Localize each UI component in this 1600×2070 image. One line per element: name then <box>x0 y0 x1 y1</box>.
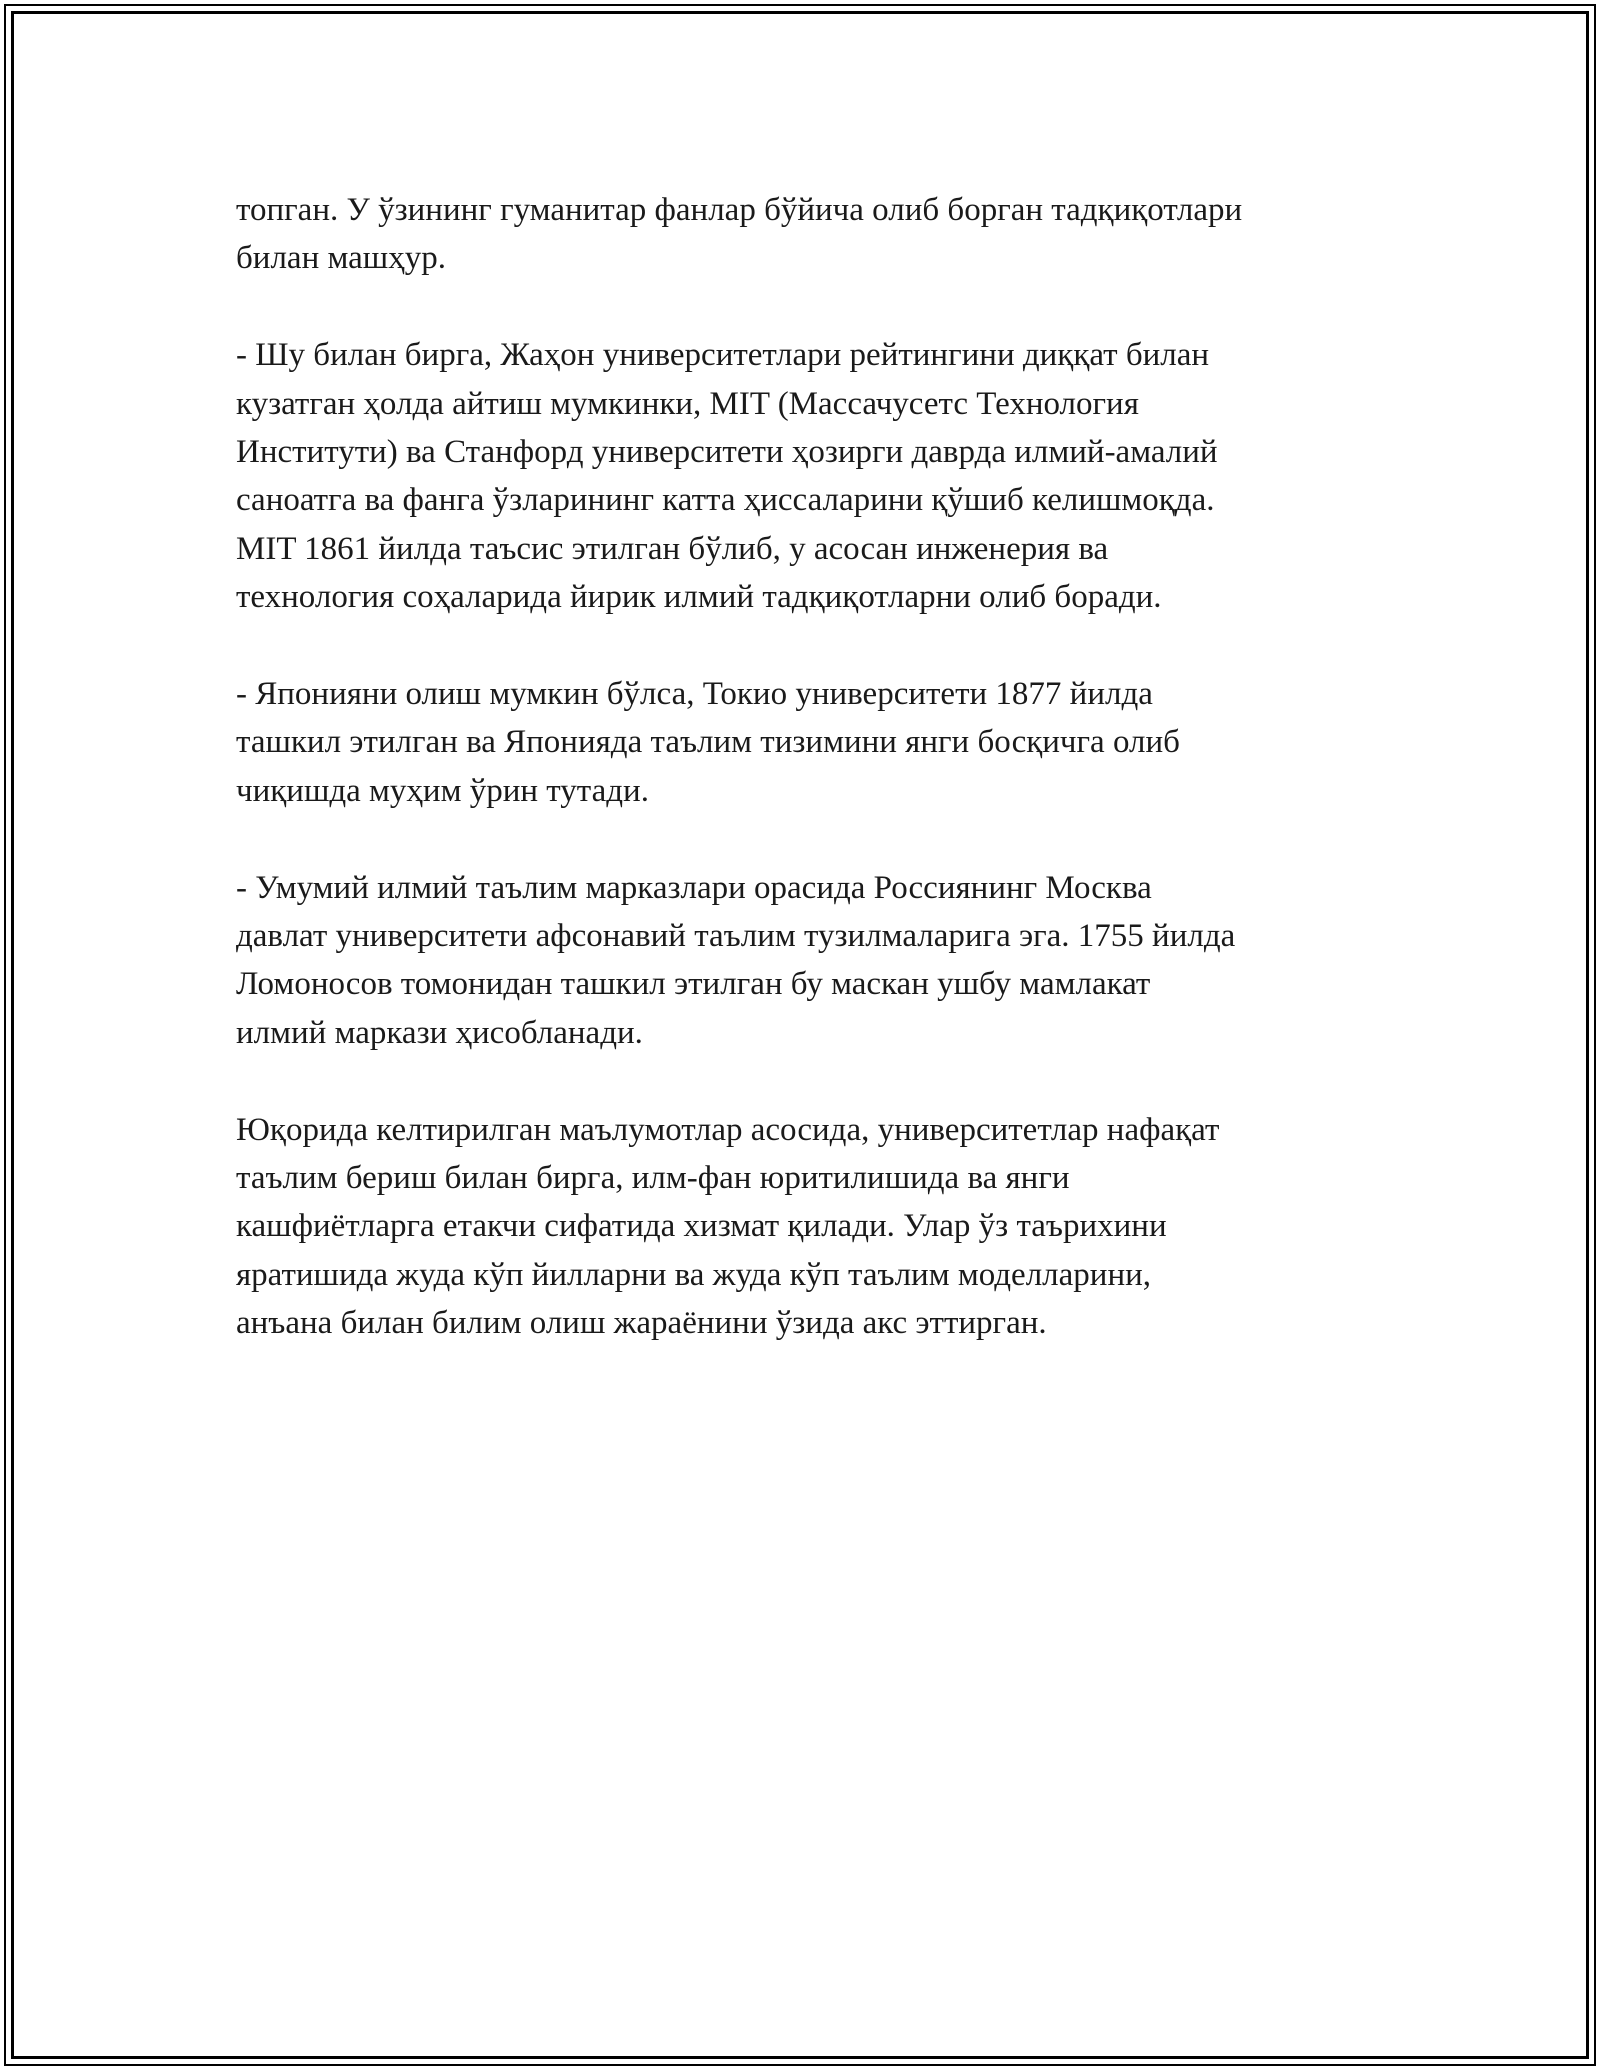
text-line: технология соҳаларида йирик илмий тадқиқотларни олиб боради. <box>236 579 1162 616</box>
text-line: таълим бериш билан бирга, илм-фан юритилишида ва янги <box>236 1160 1070 1197</box>
text-line: MIT 1861 йилда таъсис этилган бўлиб, у асосан инженерия ва <box>236 530 1109 567</box>
text-line: анъана билан билим олиш жараёнини ўзида акс эттирган. <box>236 1305 1047 1342</box>
paragraph-2 <box>236 331 1406 621</box>
text-line: Юқорида келтирилган маълумотлар асосида, университетлар нафақат <box>236 1111 1220 1148</box>
text-line: топган. У ўзининг гуманитар фанлар бўйича олиб борган тадқиқотлари <box>236 192 1243 228</box>
text-line: Ломоносов томонидан ташкил этилган бу маскан ушбу мамлакат <box>236 966 1151 1003</box>
paragraph-4 <box>236 864 1406 1058</box>
text-line: - Японияни олиш мумкин бўлса, Токио университети 1877 йилда <box>236 676 1153 713</box>
text-line: ташкил этилган ва Японияда таълим тизимини янги босқичга олиб <box>236 724 1180 761</box>
text-line: илмий маркази ҳисобланади. <box>236 1014 643 1051</box>
paragraph-5 <box>236 1106 1406 1348</box>
text-line: билан машҳур. <box>236 240 446 277</box>
text-line: давлат университети афсонавий таълим тузилмаларига эга. 1755 йилда <box>236 918 1236 955</box>
paragraph-3 <box>236 670 1406 815</box>
text-line: Институти) ва Станфорд университети ҳозирги даврда илмий-амалий <box>236 434 1218 471</box>
text-line: чиқишда муҳим ўрин тутади. <box>236 772 649 809</box>
paragraph-1 <box>236 186 1406 283</box>
text-line: кашфиётларга етакчи сифатида хизмат қилади. Улар ўз таърихини <box>236 1208 1167 1245</box>
text-line: кузатган ҳолда айтиш мумкинки, MIT (Массачусетс Технология <box>236 385 1139 422</box>
text-line: - Умумий илмий таълим марказлари орасида Россиянинг Москва <box>236 869 1152 906</box>
text-line: яратишида жуда кўп йилларни ва жуда кўп таълим моделларини, <box>236 1256 1152 1293</box>
text-line: саноатга ва фанга ўзларининг катта ҳиссаларини қўшиб келишмоқда. <box>236 482 1215 519</box>
text-line: - Шу билан бирга, Жаҳон университетлари рейтингини диққат билан <box>236 337 1210 374</box>
document-body <box>236 186 1406 1396</box>
